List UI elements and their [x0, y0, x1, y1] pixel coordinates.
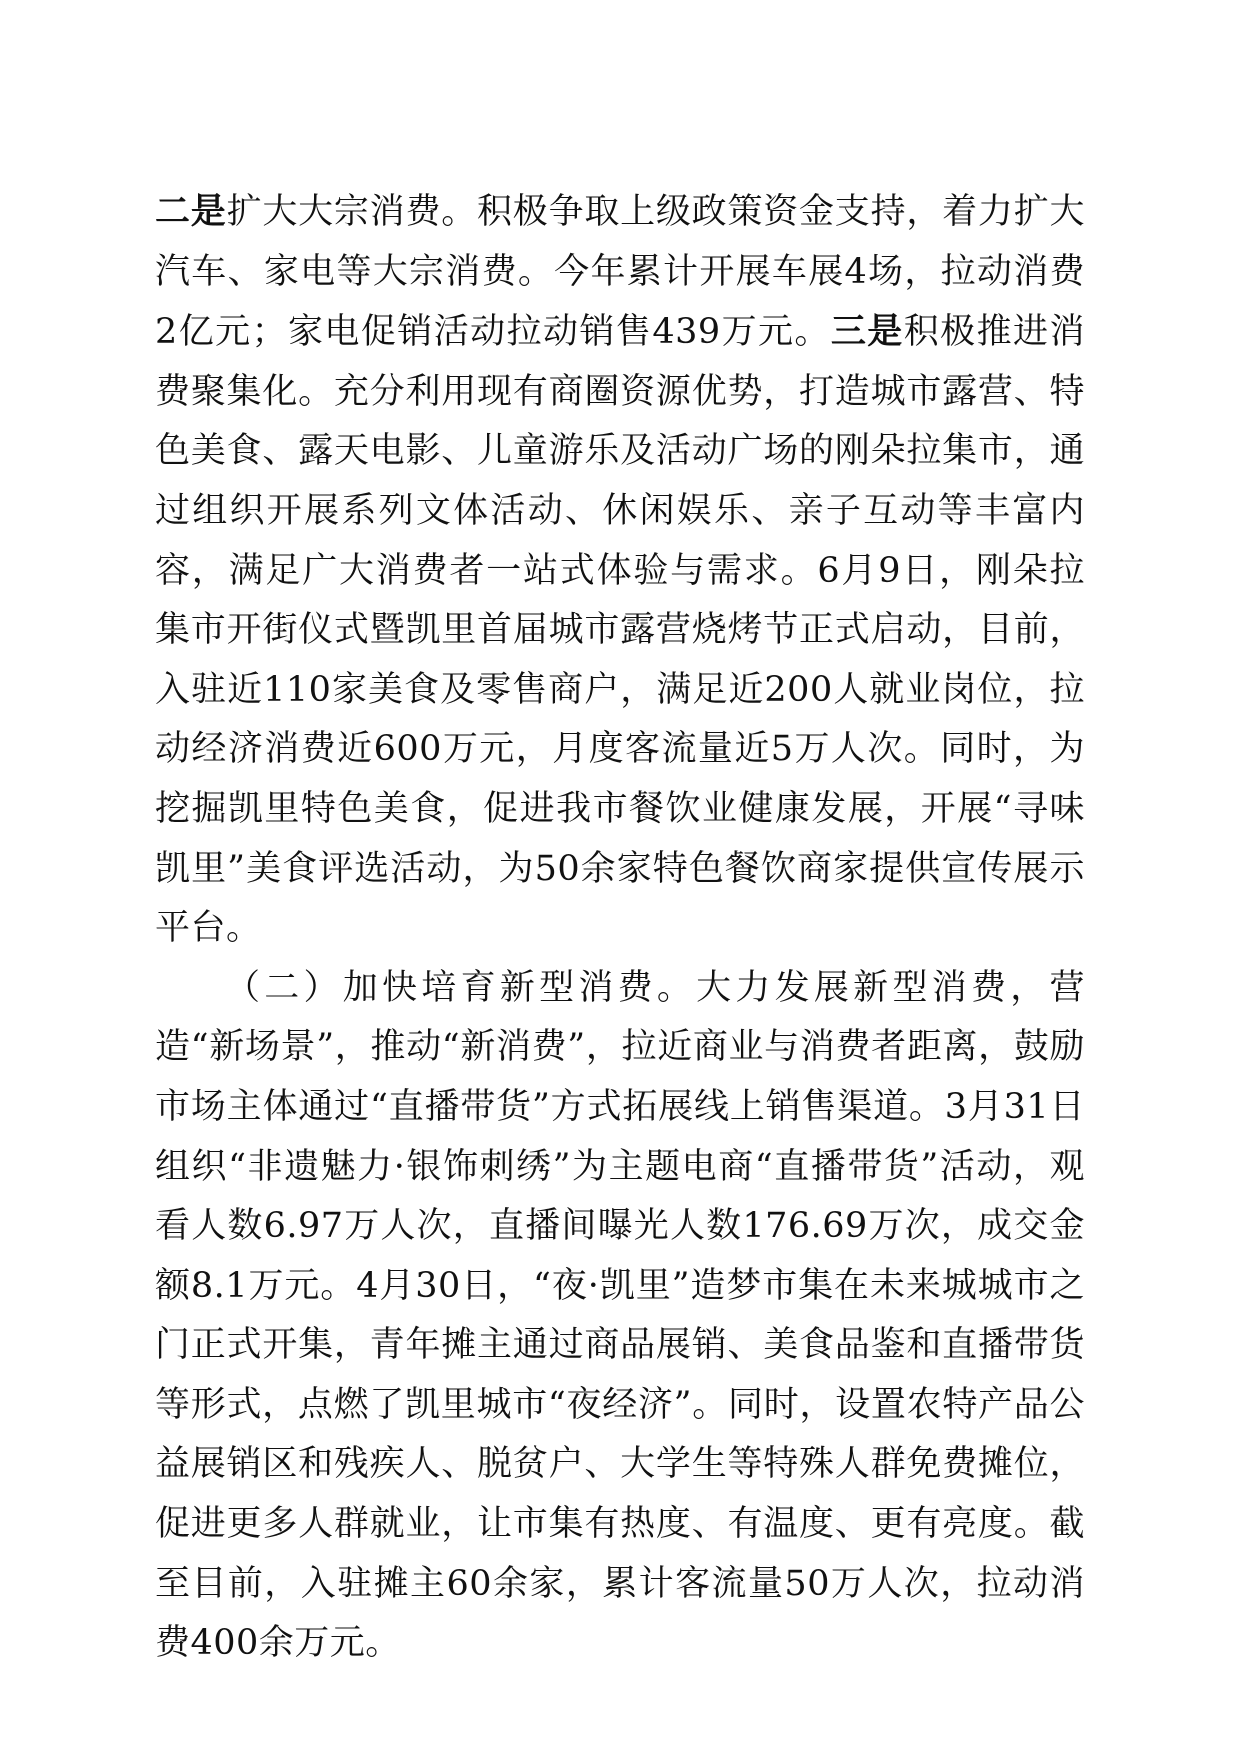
paragraph-text: 积极推进消费聚集化。充分利用现有商圈资源优势，打造城市露营、特色美食、露天电影、儿童游乐及活动广场的刚朵拉集市，通过组织开展系列文体活动、休闲娱乐、亲子互动等丰富内容，满足广大消费者一站式体验与需求。6月9日，刚朵拉集市开街仪式暨凯里首届城市露营烧烤节正式启动，目前，入驻近110家美食及零售商户，满足近200人就业岗位，拉动经济消费近600万元，月度客流量近5万人次。同时，为挖掘凯里特色美食，促进我市餐饮业健康发展，开展“寻味凯里”美食评选活动，为50余家特色餐饮商家提供宣传展示平台。 [155, 312, 1085, 949]
document-body [155, 182, 1085, 1674]
lead-phrase-second: 二是 [155, 191, 227, 232]
paragraph-text: 扩大大宗消费。积极争取上级政策资金支持，着力扩大汽车、家电等大宗消费。今年累计开展车展4场，拉动消费2亿元；家电促销活动拉动销售439万元。 [155, 192, 1085, 353]
paragraph-new-consumption [155, 959, 1085, 1674]
paragraph-text: （二）加快培育新型消费。大力发展新型消费，营造“新场景”，推动“新消费”，拉近商业与消费者距离，鼓励市场主体通过“直播带货”方式拓展线上销售渠道。3月31日组织“非遗魅力·银饰刺绣”为主题电商“直播带货”活动，观看人数6.97万人次，直播间曝光人数176.69万次，成交金额8.1万元。4月30日，“夜·凯里”造梦市集在未来城城市之门正式开集，青年摊主通过商品展销、美食品鉴和直播带货等形式，点燃了凯里城市“夜经济”。同时，设置农特产品公益展销区和残疾人、脱贫户、大学生等特殊人群免费摊位，促进更多人群就业，让市集有热度、有温度、更有亮度。截至目前，入驻摊主60余家，累计客流量50万人次，拉动消费400余万元。 [155, 967, 1085, 1664]
paragraph-consumption-expansion [155, 182, 1085, 959]
lead-phrase-third: 三是 [830, 311, 904, 353]
